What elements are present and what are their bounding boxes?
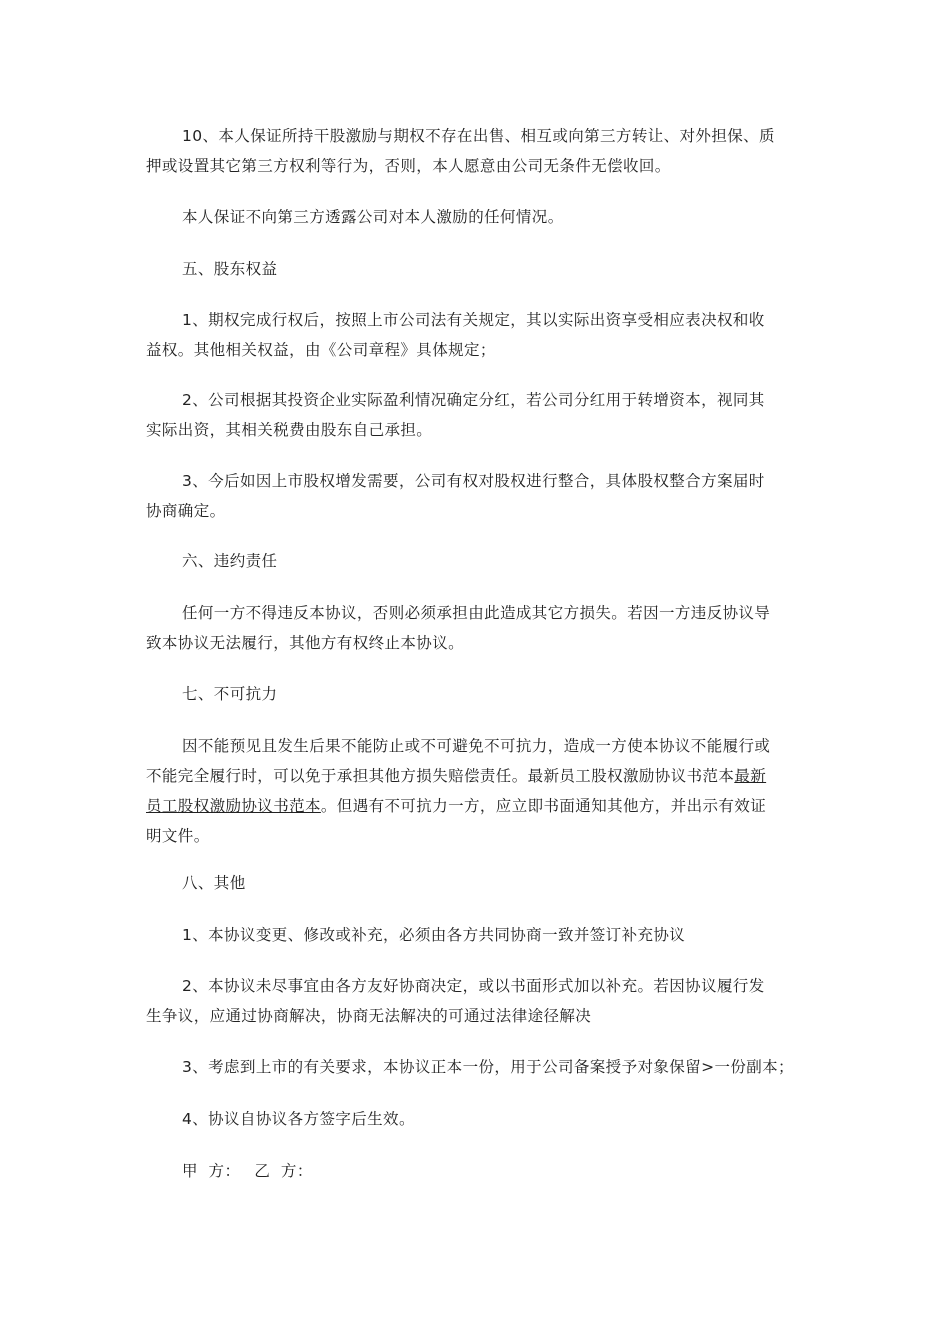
text-segment: 。但遇有不可抗力一方，应立即书面通知其他方，并出示有效证 <box>320 797 767 815</box>
text-segment: 不能完全履行时，可以免于承担其他方损失赔偿责任。最新员工股权激励协议书范本 <box>146 767 735 785</box>
paragraph-clause-10 <box>146 121 814 181</box>
text-line <box>146 761 814 791</box>
section-heading: 八、其他 <box>182 874 246 892</box>
section-heading-other <box>146 868 814 898</box>
paragraph-rights-3 <box>146 466 814 526</box>
text-line: 协商确定。 <box>146 502 226 520</box>
section-heading-breach <box>146 546 814 576</box>
text-line: 2、本协议未尽事宜由各方友好协商决定，或以书面形式加以补充。若因协议履行发 <box>182 977 765 995</box>
paragraph-other-1 <box>146 920 814 950</box>
section-heading: 六、违约责任 <box>182 552 278 570</box>
text-line: 明文件。 <box>146 827 210 845</box>
party-b-label: 乙 方： <box>254 1162 313 1180</box>
section-heading-shareholder-rights <box>146 254 814 284</box>
section-heading: 七、不可抗力 <box>182 685 278 703</box>
paragraph-force-majeure <box>146 731 814 851</box>
text-line: 实际出资，其相关税费由股东自己承担。 <box>146 421 433 439</box>
text-line: 1、本协议变更、修改或补充，必须由各方共同协商一致并签订补充协议 <box>182 926 686 944</box>
paragraph-confidentiality <box>146 202 814 232</box>
paragraph-other-3 <box>146 1052 814 1082</box>
text-line <box>146 791 814 821</box>
text-line: 4、协议自协议各方签字后生效。 <box>182 1110 415 1128</box>
section-heading: 五、股东权益 <box>182 260 278 278</box>
text-line: 因不能预见且发生后果不能防止或不可避免不可抗力，造成一方使本协议不能履行或 <box>182 737 771 755</box>
text-line: 10、本人保证所持干股激励与期权不存在出售、相互或向第三方转让、对外担保、质 <box>182 127 775 145</box>
paragraph-rights-1 <box>146 305 814 365</box>
text-line: 1、期权完成行权后，按照上市公司法有关规定，其以实际出资享受相应表决权和收 <box>182 311 765 329</box>
template-link[interactable]: 员工股权激励协议书范本 <box>146 797 321 815</box>
party-a-label: 甲 方： <box>182 1162 241 1180</box>
text-line: 生争议，应通过协商解决，协商无法解决的可通过法律途径解决 <box>146 1007 592 1025</box>
paragraph-other-4 <box>146 1104 814 1134</box>
paragraph-rights-2 <box>146 385 814 445</box>
section-heading-force-majeure <box>146 679 814 709</box>
text-line: 本人保证不向第三方透露公司对本人激励的任何情况。 <box>182 208 564 226</box>
text-line: 任何一方不得违反本协议，否则必须承担由此造成其它方损失。若因一方违反协议导 <box>182 604 771 622</box>
text-line: 致本协议无法履行，其他方有权终止本协议。 <box>146 634 465 652</box>
signature-line <box>146 1156 814 1186</box>
signature-row <box>146 1156 814 1186</box>
paragraph-breach <box>146 598 814 658</box>
template-link[interactable]: 最新 <box>734 767 767 785</box>
text-line: 押或设置其它第三方权利等行为，否则，本人愿意由公司无条件无偿收回。 <box>146 157 671 175</box>
text-line: 益权。其他相关权益，由《公司章程》具体规定； <box>146 341 496 359</box>
paragraph-other-2 <box>146 971 814 1031</box>
text-line: 3、考虑到上市的有关要求，本协议正本一份，用于公司备案授予对象保留>一份副本； <box>182 1058 794 1076</box>
text-line: 2、公司根据其投资企业实际盈利情况确定分红，若公司分红用于转增资本，视同其 <box>182 391 765 409</box>
text-line: 3、今后如因上市股权增发需要，公司有权对股权进行整合，具体股权整合方案届时 <box>182 472 765 490</box>
